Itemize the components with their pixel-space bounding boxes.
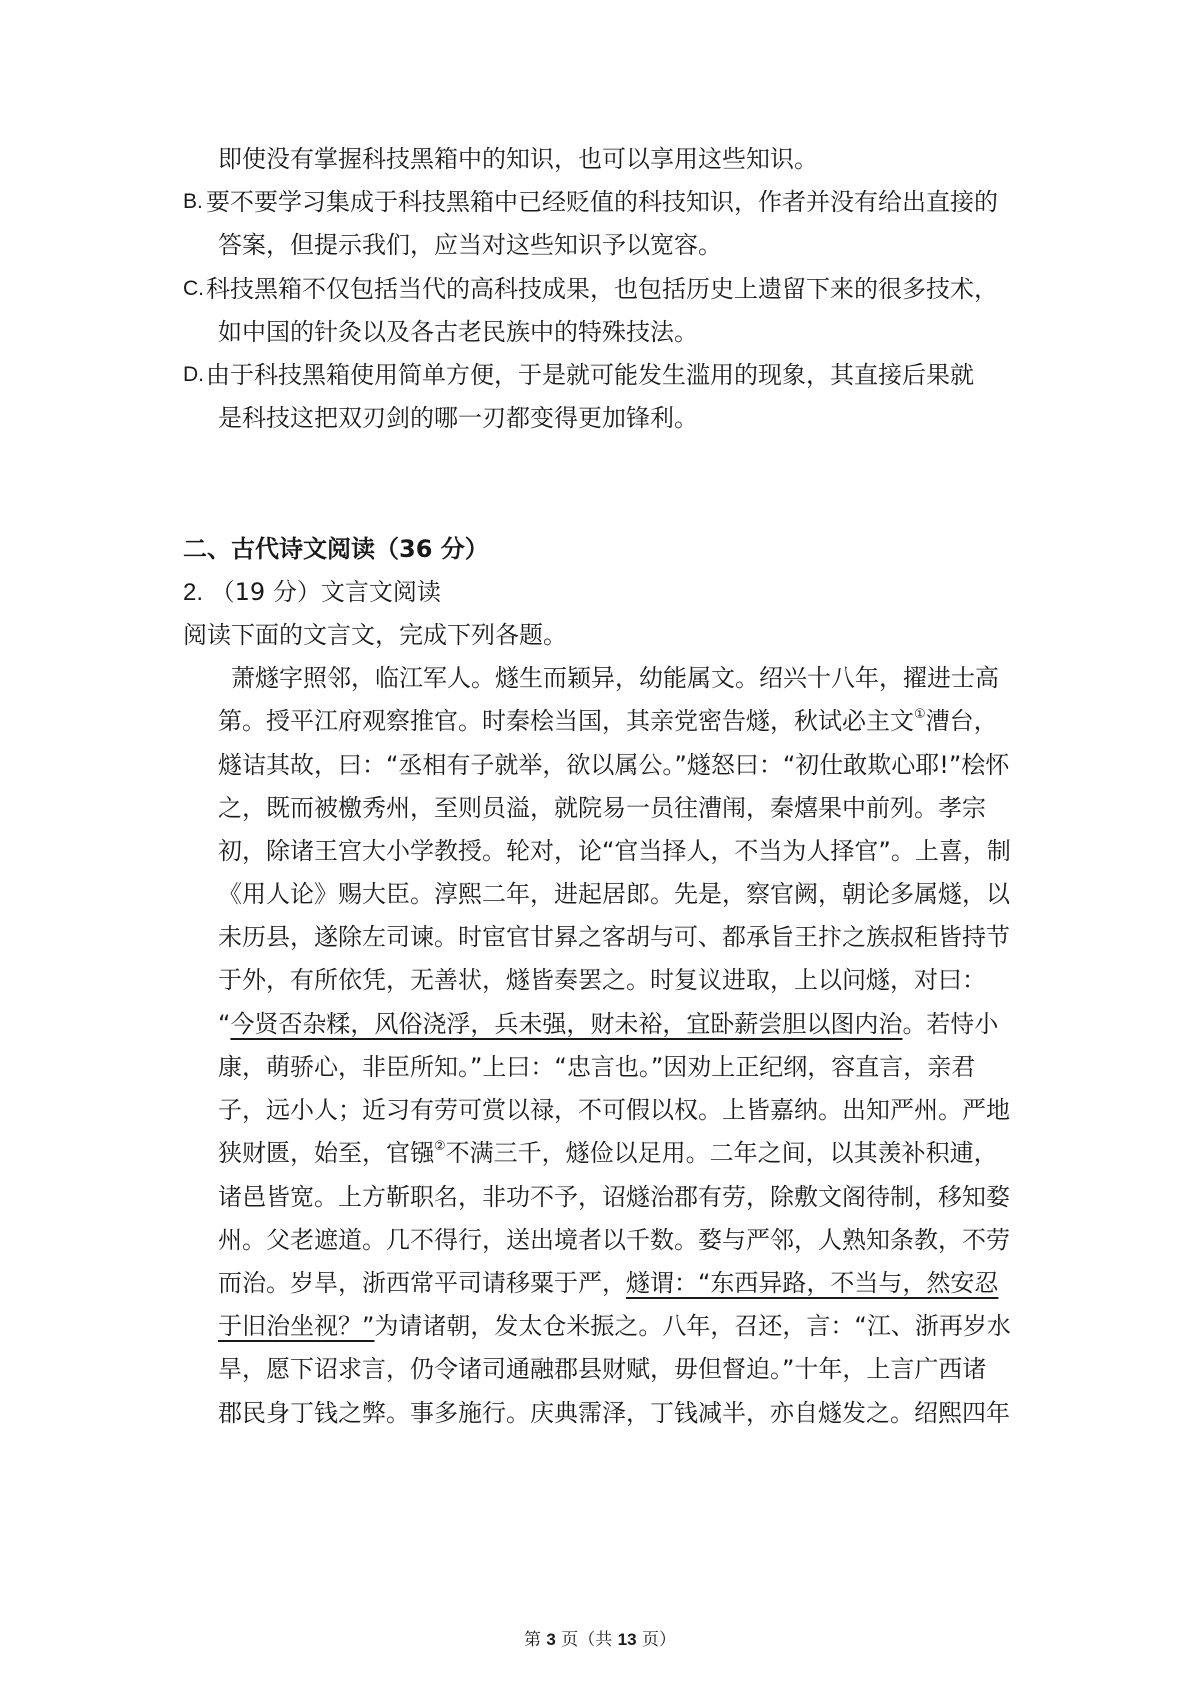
passage-line: 旱，愿下诏求言，仍令诸司通融郡县财赋，毋但督迫。”十年，上言广西诸 <box>218 1355 987 1383</box>
passage-line: 萧燧字照邻，临江军人。燧生而颖异，幼能属文。绍兴十八年，擢进士高 <box>231 664 999 692</box>
page-number: 3 <box>546 1630 556 1649</box>
passage-line: “今贤否杂糅，风俗浇浮，兵未强，财未裕，宜卧薪尝胆以图内治。若恃小 <box>218 1010 999 1038</box>
passage-line: 初，除诸王宫大小学教授。轮对，论“官当择人，不当为人择官”。上喜，制 <box>218 837 1011 865</box>
underlined-sentence: 今贤否杂糅，风俗浇浮，兵未强，财未裕，宜卧薪尝胆以图内治 <box>230 1010 903 1038</box>
option-a-continuation: 即使没有掌握科技黑箱中的知识，也可以享用这些知识。 <box>218 145 818 173</box>
passage-line: 《用人论》赐大臣。淳熙二年，进起居郎。先是，察官阙，朝论多属燧，以 <box>218 880 1010 908</box>
passage-line: 第。授平江府观察推官。时秦桧当国，其亲党密告燧，秋试必主文①漕台， <box>218 707 998 735</box>
option-text: 要不要学习集成于科技黑箱中已经贬值的科技知识，作者并没有给出直接的 <box>206 188 998 216</box>
passage-line: 未历县，遂除左司谏。时宦官甘昪之客胡与可、都承旨王抃之族叔秬皆持节 <box>218 923 1010 951</box>
passage-line: 狭财匮，始至，官镪②不满三千，燧俭以足用。二年之间，以其羡补积逋， <box>218 1139 998 1167</box>
option-letter: C. <box>183 277 204 300</box>
option-text: 是科技这把双刃剑的哪一刃都变得更加锋利。 <box>218 404 698 432</box>
page-footer: 第 3 页（共 13 页） <box>523 1630 676 1650</box>
underlined-sentence: 燧谓：“东西异路，不当与，然安忍 <box>626 1269 999 1297</box>
passage-line: 子，远小人；近习有劳可赏以禄，不可假以权。上皆嘉纳。出知严州。严地 <box>218 1096 1010 1124</box>
question-title: （19 分）文言文阅读 <box>210 578 441 606</box>
page-total: 13 <box>617 1630 637 1649</box>
option-text: 答案，但提示我们，应当对这些知识予以宽容。 <box>218 231 722 259</box>
passage-line: 之，既而被檄秀州，至则员溢，就院易一员往漕闱，秦熺果中前列。孝宗 <box>218 794 986 822</box>
underlined-sentence: 于旧治坐视？” <box>218 1312 375 1340</box>
option-text: 如中国的针灸以及各古老民族中的特殊技法。 <box>218 318 698 346</box>
passage-line: 郡民身丁钱之弊。事多施行。庆典霈泽，丁钱减半，亦自燧发之。绍熙四年 <box>218 1399 1010 1427</box>
option-text: 由于科技黑箱使用简单方便，于是就可能发生滥用的现象，其直接后果就 <box>206 361 974 389</box>
passage-line: 于旧治坐视？”为请诸朝，发太仓米振之。八年，召还，言：“江、浙再岁水 <box>218 1312 1011 1340</box>
question-number: 2. <box>183 579 204 606</box>
passage-line: 而治。岁旱，浙西常平司请移粟于严，燧谓：“东西异路，不当与，然安忍 <box>218 1269 999 1297</box>
footnote-marker: ① <box>914 707 926 722</box>
footnote-marker: ② <box>434 1139 446 1154</box>
passage-line: 州。父老遮道。几不得行，送出境者以千数。婺与严邻，人熟知条教，不劳 <box>218 1226 1010 1254</box>
option-letter: B. <box>183 190 203 213</box>
passage-line: 诸邑皆宽。上方靳职名，非功不予，诏燧治郡有劳，除敷文阁待制，移知婺 <box>218 1183 1010 1211</box>
passage-line: 康，萌骄心，非臣所知。”上曰：“忠言也。”因劝上正纪纲，容直言，亲君 <box>218 1053 976 1081</box>
section-heading: 二、古代诗文阅读（36 分） <box>183 535 489 563</box>
option-text: 科技黑箱不仅包括当代的高科技成果，也包括历史上遗留下来的很多技术， <box>206 275 998 303</box>
question-instruction: 阅读下面的文言文，完成下列各题。 <box>183 621 567 649</box>
passage-line: 燧诘其故，曰：“丞相有子就举，欲以属公。”燧怒曰：“初仕敢欺心耶!”桧怀 <box>218 751 1010 779</box>
passage-line: 于外，有所依凭，无善状，燧皆奏罢之。时复议进取，上以问燧，对曰： <box>218 966 986 994</box>
question-header <box>183 575 441 610</box>
option-letter: D. <box>183 363 204 386</box>
